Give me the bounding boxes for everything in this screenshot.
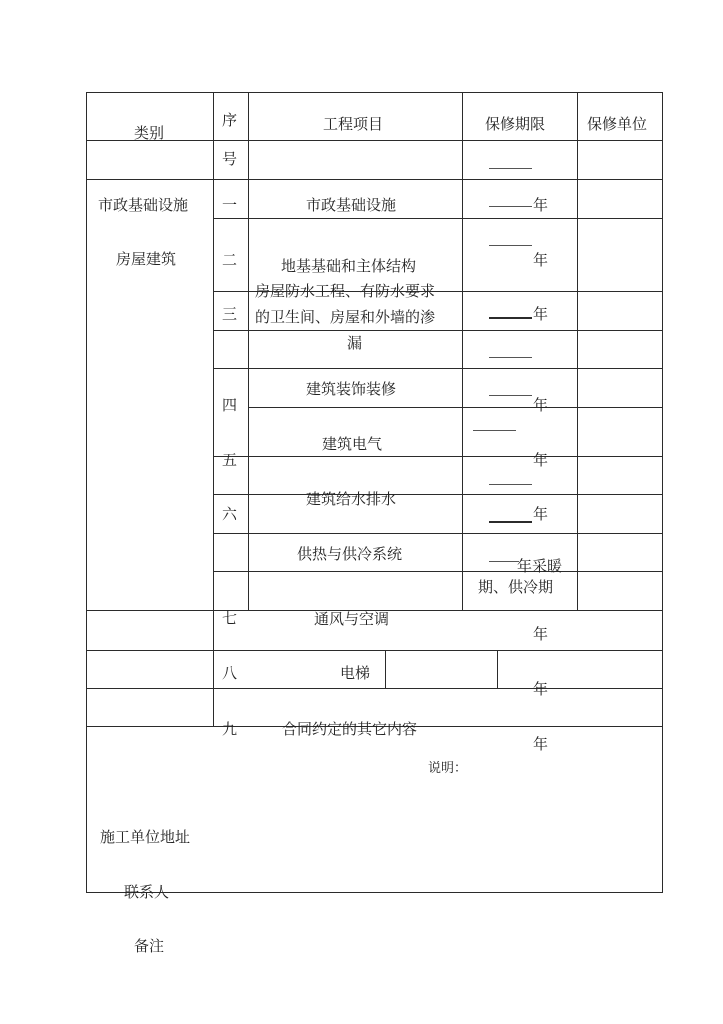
item-num: 四 bbox=[222, 396, 238, 414]
category-building: 房屋建筑 bbox=[116, 250, 177, 268]
header-seq-bottom: 号 bbox=[222, 150, 238, 168]
item-num: 五 bbox=[222, 451, 238, 469]
period-year: 年 bbox=[533, 680, 549, 698]
item-name-line: 房屋防水工程、有防水要求 bbox=[255, 282, 436, 300]
item-name: 市政基础设施 bbox=[306, 196, 397, 214]
blank-line bbox=[489, 561, 519, 562]
blank-line bbox=[489, 484, 532, 485]
note-contact: 联系人 bbox=[124, 883, 170, 901]
item-name: 建筑给水排水 bbox=[306, 490, 397, 508]
item-name: 地基基础和主体结构 bbox=[281, 257, 417, 275]
header-seq-top: 序 bbox=[222, 111, 238, 129]
item-name: 供热与供冷系统 bbox=[297, 545, 403, 563]
blank-line bbox=[489, 357, 532, 358]
note-contractor-address: 施工单位地址 bbox=[100, 828, 191, 846]
blank-line bbox=[473, 430, 516, 431]
item-num: 九 bbox=[222, 720, 238, 738]
note-explanation: 说明： bbox=[428, 761, 468, 776]
item-num: 七 bbox=[222, 609, 238, 627]
header-project: 工程项目 bbox=[323, 115, 384, 133]
blank-line bbox=[489, 317, 532, 319]
item-name: 通风与空调 bbox=[314, 610, 390, 628]
period-year: 年 bbox=[533, 196, 549, 214]
item-name-line: 的卫生间、房屋和外墙的渗 bbox=[255, 308, 436, 326]
item-num: 六 bbox=[222, 505, 238, 523]
item-num: 三 bbox=[222, 305, 238, 323]
period-year-line: 年采暖 bbox=[517, 557, 563, 575]
item-name: 建筑电气 bbox=[322, 435, 383, 453]
header-category: 类别 bbox=[134, 124, 165, 142]
blank-line bbox=[489, 521, 532, 523]
item-name: 电梯 bbox=[340, 664, 371, 682]
period-year: 年 bbox=[533, 625, 549, 643]
item-name-line: 漏 bbox=[347, 334, 363, 352]
header-unit: 保修单位 bbox=[587, 115, 648, 133]
blank-line bbox=[489, 395, 532, 396]
period-year-line: 期、供冷期 bbox=[478, 578, 554, 596]
item-name: 建筑装饰装修 bbox=[306, 380, 397, 398]
item-num: 八 bbox=[222, 664, 238, 682]
period-year: 年 bbox=[533, 305, 549, 323]
blank-line bbox=[489, 206, 532, 207]
item-num: 二 bbox=[222, 251, 238, 269]
blank-line bbox=[489, 168, 532, 169]
header-period: 保修期限 bbox=[485, 115, 546, 133]
period-year: 年 bbox=[533, 451, 549, 469]
note-remarks: 备注 bbox=[134, 937, 165, 955]
period-year: 年 bbox=[533, 396, 549, 414]
blank-line bbox=[489, 245, 532, 246]
period-year: 年 bbox=[533, 505, 549, 523]
period-year: 年 bbox=[533, 735, 549, 753]
item-num: 一 bbox=[222, 196, 238, 214]
period-year: 年 bbox=[533, 251, 549, 269]
item-name: 合同约定的其它内容 bbox=[282, 720, 418, 738]
category-municipal: 市政基础设施 bbox=[98, 196, 189, 214]
